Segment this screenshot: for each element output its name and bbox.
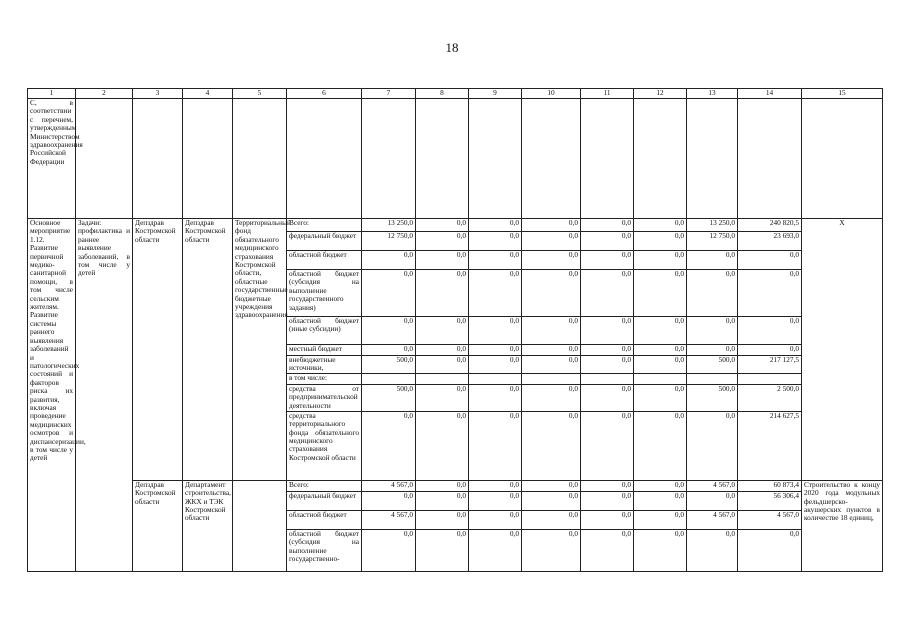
result-cell: Строительство к концу 2020 года модульных фельдшерско-акушерских пунктов в количестве 18 единиц, bbox=[802, 480, 883, 571]
value-cell: 217 127,5 bbox=[738, 356, 802, 374]
value-cell: 0,0 bbox=[522, 219, 581, 232]
value-cell: 23 693,0 bbox=[738, 232, 802, 251]
value-cell: 0,0 bbox=[469, 480, 522, 491]
budget-row bbox=[28, 480, 883, 491]
value-cell: 0,0 bbox=[416, 232, 469, 251]
value-cell: 0,0 bbox=[687, 251, 738, 270]
value-cell: 0,0 bbox=[581, 345, 634, 356]
page-number: 18 bbox=[445, 40, 459, 55]
value-cell: 0,0 bbox=[687, 491, 738, 510]
value-cell: 0,0 bbox=[469, 411, 522, 480]
empty-cell bbox=[133, 99, 183, 219]
value-cell: 0,0 bbox=[469, 345, 522, 356]
value-cell: 0,0 bbox=[469, 510, 522, 529]
responsible-cell: Депздрав Костромской области bbox=[133, 480, 183, 571]
header-cell: 9 bbox=[469, 89, 522, 99]
value-cell: 0,0 bbox=[738, 317, 802, 345]
participants-cell: Территориальный фонд обязательного медицинского страхования Костромской области, областные государственные бюджетные учреждения здравоохранения bbox=[233, 219, 287, 481]
value-cell: 0,0 bbox=[687, 411, 738, 480]
header-cell: 3 bbox=[133, 89, 183, 99]
empty-cell bbox=[469, 99, 522, 219]
value-cell: 0,0 bbox=[416, 270, 469, 317]
value-cell: 0,0 bbox=[469, 384, 522, 411]
value-cell: 0,0 bbox=[469, 317, 522, 345]
value-cell: 4 567,0 bbox=[687, 480, 738, 491]
value-cell: 500,0 bbox=[687, 356, 738, 374]
cont-text-cell: С, в соответствии с перечнем, утвержденным Министерством здравоохранения Российской Федерации bbox=[28, 99, 76, 219]
empty-cell bbox=[522, 99, 581, 219]
header-cell: 7 bbox=[362, 89, 416, 99]
value-cell: 0,0 bbox=[469, 219, 522, 232]
empty-cell bbox=[416, 99, 469, 219]
value-cell: 0,0 bbox=[634, 356, 687, 374]
funding-source-cell: внебюджетные источники, bbox=[287, 356, 362, 374]
funding-source-cell: федеральный бюджет bbox=[287, 232, 362, 251]
empty-cell bbox=[183, 99, 233, 219]
value-cell: 0,0 bbox=[416, 345, 469, 356]
value-cell: 12 750,0 bbox=[687, 232, 738, 251]
funding-source-cell: Всего: bbox=[287, 480, 362, 491]
value-cell: 0,0 bbox=[687, 317, 738, 345]
value-cell: 0,0 bbox=[634, 384, 687, 411]
value-cell: 0,0 bbox=[738, 251, 802, 270]
value-cell bbox=[634, 373, 687, 384]
value-cell: 2 500,0 bbox=[738, 384, 802, 411]
value-cell: 0,0 bbox=[416, 510, 469, 529]
value-cell: 0,0 bbox=[738, 529, 802, 571]
tasks-cell: Задачи: профилактика и раннее выявление заболеваний, в том числе у детей bbox=[76, 219, 133, 572]
value-cell: 0,0 bbox=[738, 345, 802, 356]
value-cell: 0,0 bbox=[416, 529, 469, 571]
value-cell: 0,0 bbox=[522, 411, 581, 480]
budget-row bbox=[28, 219, 883, 232]
value-cell: 0,0 bbox=[416, 251, 469, 270]
value-cell: 0,0 bbox=[522, 491, 581, 510]
value-cell: 0,0 bbox=[634, 510, 687, 529]
header-cell: 11 bbox=[581, 89, 634, 99]
value-cell: 0,0 bbox=[634, 480, 687, 491]
value-cell: 0,0 bbox=[362, 317, 416, 345]
main-event-cell: Основное мероприятие 1.12. Развитие первичной медико-санитарной помощи, в том числе сельским жителям. Развитие системы раннего выявления заболеваний и патологических состояний и факторов риска их развития, включая проведение медицинских осмотров и диспансеризации, в том числе у детей bbox=[28, 219, 76, 572]
value-cell bbox=[362, 373, 416, 384]
value-cell: 0,0 bbox=[581, 317, 634, 345]
value-cell: 56 306,4 bbox=[738, 491, 802, 510]
value-cell: 0,0 bbox=[362, 491, 416, 510]
funding-source-cell: средства от предпринимательской деятельности bbox=[287, 384, 362, 411]
value-cell: 0,0 bbox=[416, 317, 469, 345]
empty-cell bbox=[802, 99, 883, 219]
value-cell: 0,0 bbox=[687, 529, 738, 571]
value-cell: 0,0 bbox=[522, 356, 581, 374]
value-cell bbox=[416, 373, 469, 384]
value-cell: 0,0 bbox=[362, 529, 416, 571]
funding-source-cell: областной бюджет bbox=[287, 510, 362, 529]
value-cell: 0,0 bbox=[469, 356, 522, 374]
value-cell: 0,0 bbox=[362, 411, 416, 480]
header-row bbox=[28, 89, 883, 99]
header-cell: 12 bbox=[634, 89, 687, 99]
funding-source-cell: федеральный бюджет bbox=[287, 491, 362, 510]
executor-cell: Депздрав Костромской области bbox=[183, 219, 233, 481]
value-cell: 500,0 bbox=[362, 384, 416, 411]
result-cell: Х bbox=[802, 219, 883, 481]
value-cell: 0,0 bbox=[469, 251, 522, 270]
value-cell: 4 567,0 bbox=[687, 510, 738, 529]
value-cell: 0,0 bbox=[581, 529, 634, 571]
funding-source-cell: областной бюджет (иные субсидии) bbox=[287, 317, 362, 345]
value-cell: 0,0 bbox=[469, 529, 522, 571]
value-cell: 0,0 bbox=[581, 270, 634, 317]
value-cell: 0,0 bbox=[416, 411, 469, 480]
value-cell: 0,0 bbox=[581, 219, 634, 232]
empty-cell bbox=[287, 99, 362, 219]
value-cell: 13 250,0 bbox=[687, 219, 738, 232]
funding-source-cell: областной бюджет bbox=[287, 251, 362, 270]
value-cell: 0,0 bbox=[522, 251, 581, 270]
value-cell: 0,0 bbox=[469, 270, 522, 317]
value-cell: 0,0 bbox=[738, 270, 802, 317]
value-cell: 0,0 bbox=[522, 529, 581, 571]
value-cell: 4 567,0 bbox=[738, 510, 802, 529]
value-cell: 0,0 bbox=[581, 232, 634, 251]
empty-cell bbox=[687, 99, 738, 219]
empty-cell bbox=[738, 99, 802, 219]
value-cell: 0,0 bbox=[634, 491, 687, 510]
value-cell bbox=[522, 373, 581, 384]
value-cell: 0,0 bbox=[469, 232, 522, 251]
value-cell: 4 567,0 bbox=[362, 510, 416, 529]
funding-source-cell: областной бюджет (субсидия на выполнение государственно- bbox=[287, 529, 362, 571]
header-cell: 4 bbox=[183, 89, 233, 99]
value-cell: 0,0 bbox=[687, 270, 738, 317]
value-cell: 0,0 bbox=[522, 510, 581, 529]
funding-source-cell: местный бюджет bbox=[287, 345, 362, 356]
responsible-cell: Депздрав Костромской области bbox=[133, 219, 183, 481]
value-cell: 0,0 bbox=[634, 232, 687, 251]
continuation-row bbox=[28, 99, 883, 219]
value-cell: 214 627,5 bbox=[738, 411, 802, 480]
value-cell: 0,0 bbox=[581, 480, 634, 491]
participants-cell bbox=[233, 480, 287, 571]
header-cell: 8 bbox=[416, 89, 469, 99]
value-cell: 240 820,5 bbox=[738, 219, 802, 232]
value-cell: 0,0 bbox=[416, 356, 469, 374]
value-cell: 0,0 bbox=[362, 345, 416, 356]
header-cell: 10 bbox=[522, 89, 581, 99]
header-cell: 1 bbox=[28, 89, 76, 99]
value-cell: 0,0 bbox=[522, 232, 581, 251]
budget-table bbox=[27, 88, 883, 572]
funding-source-cell: областной бюджет (субсидия на выполнение государственного задания) bbox=[287, 270, 362, 317]
value-cell: 0,0 bbox=[581, 411, 634, 480]
value-cell: 0,0 bbox=[581, 356, 634, 374]
funding-source-cell: в том числе: bbox=[287, 373, 362, 384]
value-cell bbox=[687, 373, 738, 384]
empty-cell bbox=[634, 99, 687, 219]
empty-cell bbox=[362, 99, 416, 219]
value-cell bbox=[581, 373, 634, 384]
empty-cell bbox=[233, 99, 287, 219]
value-cell: 0,0 bbox=[522, 384, 581, 411]
value-cell: 0,0 bbox=[581, 251, 634, 270]
value-cell: 0,0 bbox=[634, 251, 687, 270]
value-cell: 0,0 bbox=[416, 480, 469, 491]
value-cell bbox=[469, 373, 522, 384]
value-cell: 0,0 bbox=[634, 529, 687, 571]
value-cell bbox=[738, 373, 802, 384]
funding-source-cell: средства территориального фонда обязательного медицинского страхования Костромской области bbox=[287, 411, 362, 480]
header-cell: 5 bbox=[233, 89, 287, 99]
value-cell: 4 567,0 bbox=[362, 480, 416, 491]
value-cell: 0,0 bbox=[687, 345, 738, 356]
value-cell: 13 250,0 bbox=[362, 219, 416, 232]
value-cell: 0,0 bbox=[581, 384, 634, 411]
value-cell: 0,0 bbox=[522, 317, 581, 345]
value-cell: 0,0 bbox=[634, 219, 687, 232]
value-cell: 0,0 bbox=[469, 491, 522, 510]
value-cell: 0,0 bbox=[634, 270, 687, 317]
value-cell: 0,0 bbox=[634, 411, 687, 480]
value-cell: 0,0 bbox=[362, 270, 416, 317]
value-cell: 0,0 bbox=[416, 491, 469, 510]
value-cell: 60 873,4 bbox=[738, 480, 802, 491]
value-cell: 12 750,0 bbox=[362, 232, 416, 251]
funding-source-cell: Всего: bbox=[287, 219, 362, 232]
value-cell: 0,0 bbox=[581, 491, 634, 510]
header-cell: 2 bbox=[76, 89, 133, 99]
empty-cell bbox=[76, 99, 133, 219]
header-cell: 13 bbox=[687, 89, 738, 99]
value-cell: 0,0 bbox=[362, 251, 416, 270]
value-cell: 0,0 bbox=[522, 345, 581, 356]
value-cell: 0,0 bbox=[634, 345, 687, 356]
header-cell: 14 bbox=[738, 89, 802, 99]
value-cell: 500,0 bbox=[362, 356, 416, 374]
value-cell: 500,0 bbox=[687, 384, 738, 411]
value-cell: 0,0 bbox=[522, 270, 581, 317]
value-cell: 0,0 bbox=[416, 384, 469, 411]
empty-cell bbox=[581, 99, 634, 219]
value-cell: 0,0 bbox=[522, 480, 581, 491]
value-cell: 0,0 bbox=[581, 510, 634, 529]
executor-cell: Департамент строительства, ЖКХ и ТЭК Костромской области bbox=[183, 480, 233, 571]
header-cell: 15 bbox=[802, 89, 883, 99]
value-cell: 0,0 bbox=[416, 219, 469, 232]
header-cell: 6 bbox=[287, 89, 362, 99]
value-cell: 0,0 bbox=[634, 317, 687, 345]
